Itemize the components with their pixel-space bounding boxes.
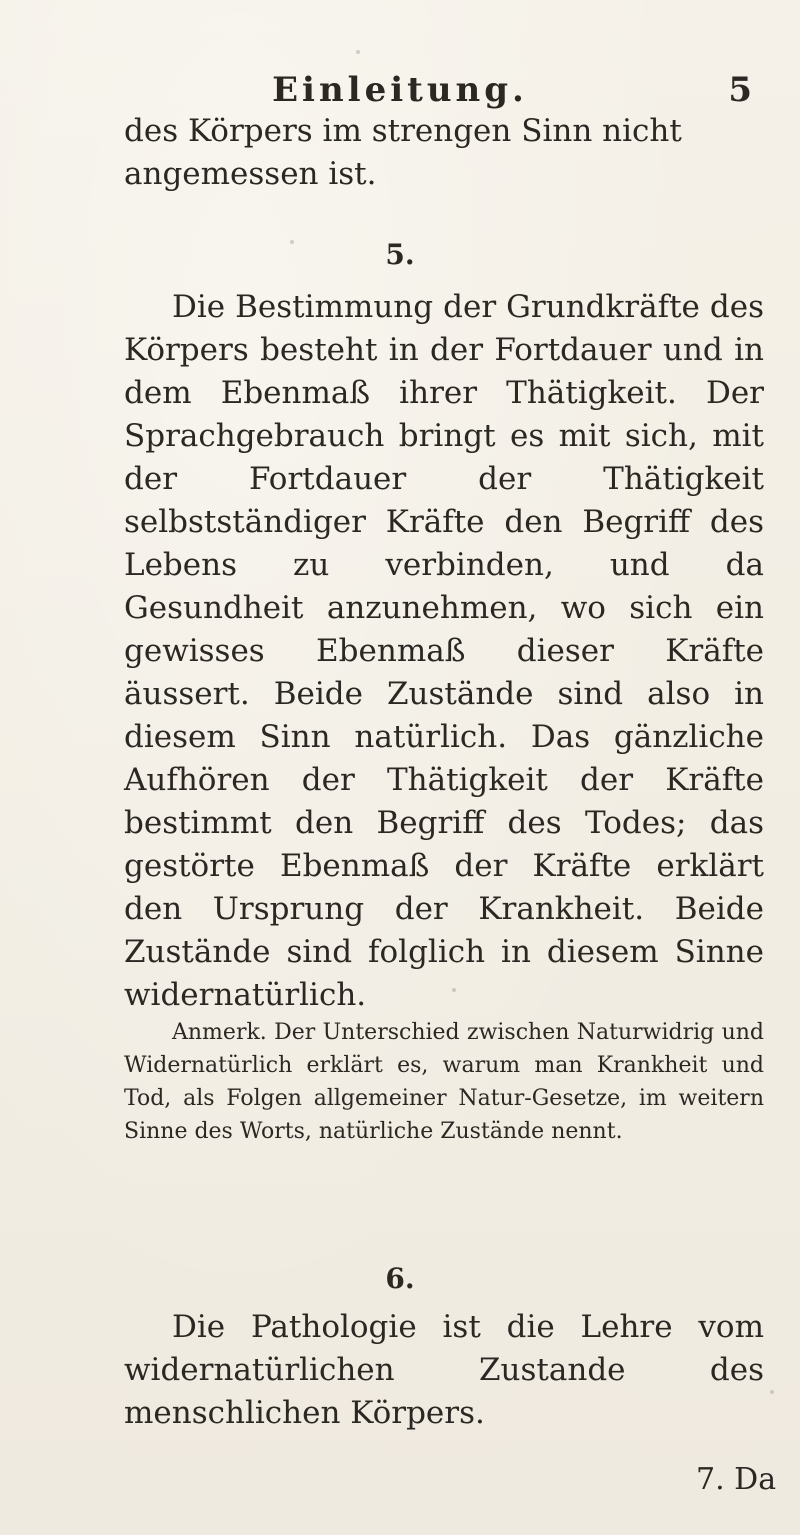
continuation-text: des Körpers im strengen Sinn nicht angemessen ist. xyxy=(124,113,682,192)
paper-spot xyxy=(452,988,456,992)
paper-spot xyxy=(356,50,360,54)
paper-spot xyxy=(290,240,294,244)
section-number-6: 6. xyxy=(385,1262,415,1295)
section-6-paragraph: Die Pathologie ist die Lehre vom widernatürlichen Zustande des menschlichen Körpers. xyxy=(124,1309,764,1431)
running-head: Einleitung. xyxy=(272,70,528,110)
catchword: 7. Da xyxy=(696,1462,777,1497)
section-5-paragraph: Die Bestimmung der Grundkräfte des Körpers besteht in der Fortdauer und in dem Ebenmaß ihrer Thätigkeit. Der Sprachgebrauch bringt es mit sich, mit der Fortdauer der Thätigkeit selbstständiger Kräfte den Begriff des Lebens zu verbinden, und da Gesundheit anzunehmen, wo sich ein gewisses Ebenmaß dieser Kräfte äussert. Beide Zustände sind also in diesem Sinn natürlich. Das gänzliche Aufhören der Thätigkeit der Kräfte bestimmt den Begriff des Todes; das gestörte Ebenmaß der Kräfte erklärt den Ursprung der Krankheit. Beide Zustände sind folglich in diesem Sinne widernatürlich. xyxy=(124,289,764,1013)
paper-spot xyxy=(770,1390,774,1394)
section-5-note: Anmerk. Der Unterschied zwischen Naturwidrig und Widernatürlich erklärt es, warum man Krankheit und Tod, als Folgen allgemeiner Natur-Gesetze, im weitern Sinne des Worts, natürliche Zustände nennt. xyxy=(124,1020,764,1144)
page-number: 5 xyxy=(728,70,752,110)
section-number-5: 5. xyxy=(385,238,415,271)
